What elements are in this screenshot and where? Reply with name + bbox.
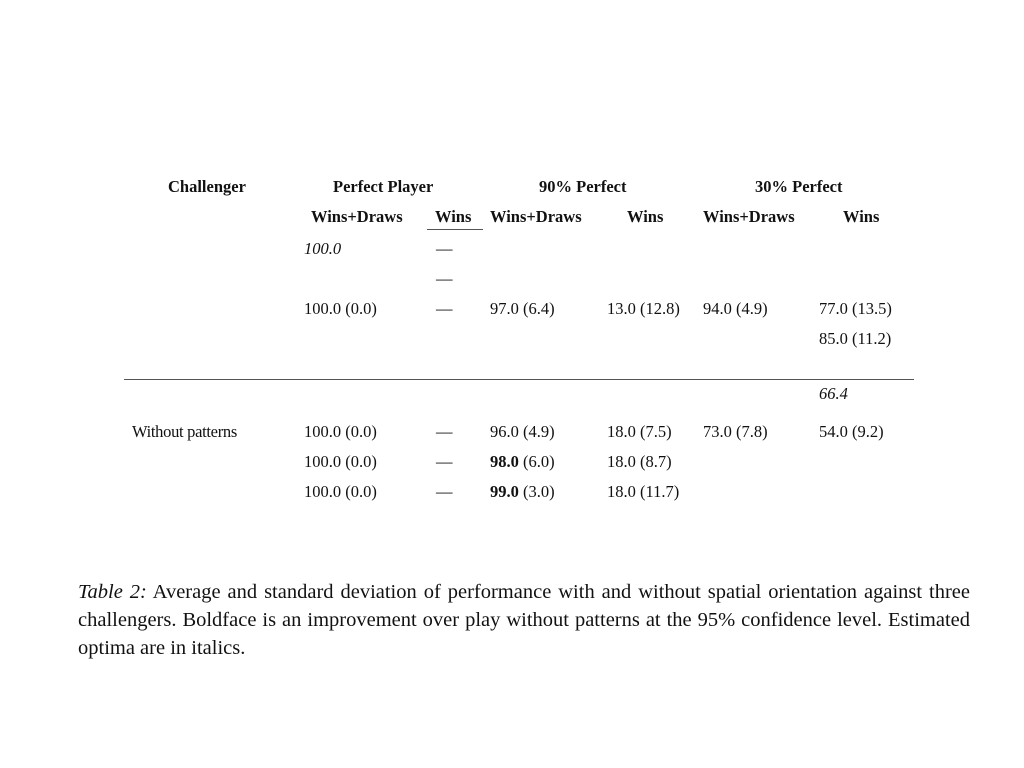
table-cell-improvement: 99.0 (3.0): [490, 482, 555, 501]
table-cell-optimum: 100.0: [304, 239, 342, 258]
caption-label: Table 2:: [78, 581, 147, 603]
subheader-wins-draws: Wins+Draws: [703, 207, 795, 226]
table-cell: 94.0 (4.9): [703, 299, 768, 318]
table-cell-optimum: 66.4: [819, 384, 848, 403]
subheader-wins-draws: Wins+Draws: [490, 207, 582, 226]
table-cell: 100.0 (0.0): [304, 422, 377, 441]
table-cell: 77.0 (13.5): [819, 299, 892, 318]
group-header-30-perfect: 30% Perfect: [755, 177, 843, 196]
table-cell: 54.0 (9.2): [819, 422, 884, 441]
table-cell: —: [436, 299, 453, 318]
subheader-underline: [427, 229, 483, 230]
table-cell-improvement: 98.0 (6.0): [490, 452, 555, 471]
table-cell: 73.0 (7.8): [703, 422, 768, 441]
subheader-wins: Wins: [843, 207, 880, 226]
table-cell: 97.0 (6.4): [490, 299, 555, 318]
table-cell: —: [436, 482, 453, 501]
table-cell: 100.0 (0.0): [304, 452, 377, 471]
column-header-challenger: Challenger: [168, 177, 246, 196]
table-cell: 18.0 (7.5): [607, 422, 672, 441]
table-cell: 85.0 (11.2): [819, 329, 892, 348]
row-label-without-patterns: Without patterns: [132, 422, 237, 441]
table-divider: [124, 379, 914, 380]
group-header-90-perfect: 90% Perfect: [539, 177, 627, 196]
caption-text: Average and standard deviation of performance with and without spatial orientation against three challengers. Boldface is an improvement over play without patterns at the 95% confidence level. Estimated optima are in italics.: [78, 581, 971, 659]
table-caption: [78, 578, 970, 662]
group-header-perfect-player: Perfect Player: [333, 177, 434, 196]
table-cell: 18.0 (8.7): [607, 452, 672, 471]
subheader-wins-draws: Wins+Draws: [311, 207, 403, 226]
subheader-wins: Wins: [435, 207, 472, 226]
table-cell: 100.0 (0.0): [304, 482, 377, 501]
table-cell: —: [436, 269, 453, 288]
table-cell: —: [436, 422, 453, 441]
table-cell: 96.0 (4.9): [490, 422, 555, 441]
subheader-wins: Wins: [627, 207, 664, 226]
table-cell: —: [436, 452, 453, 471]
table-cell: —: [436, 239, 453, 258]
table-cell: 13.0 (12.8): [607, 299, 680, 318]
table-cell: 18.0 (11.7): [607, 482, 680, 501]
table-cell: 100.0 (0.0): [304, 299, 377, 318]
